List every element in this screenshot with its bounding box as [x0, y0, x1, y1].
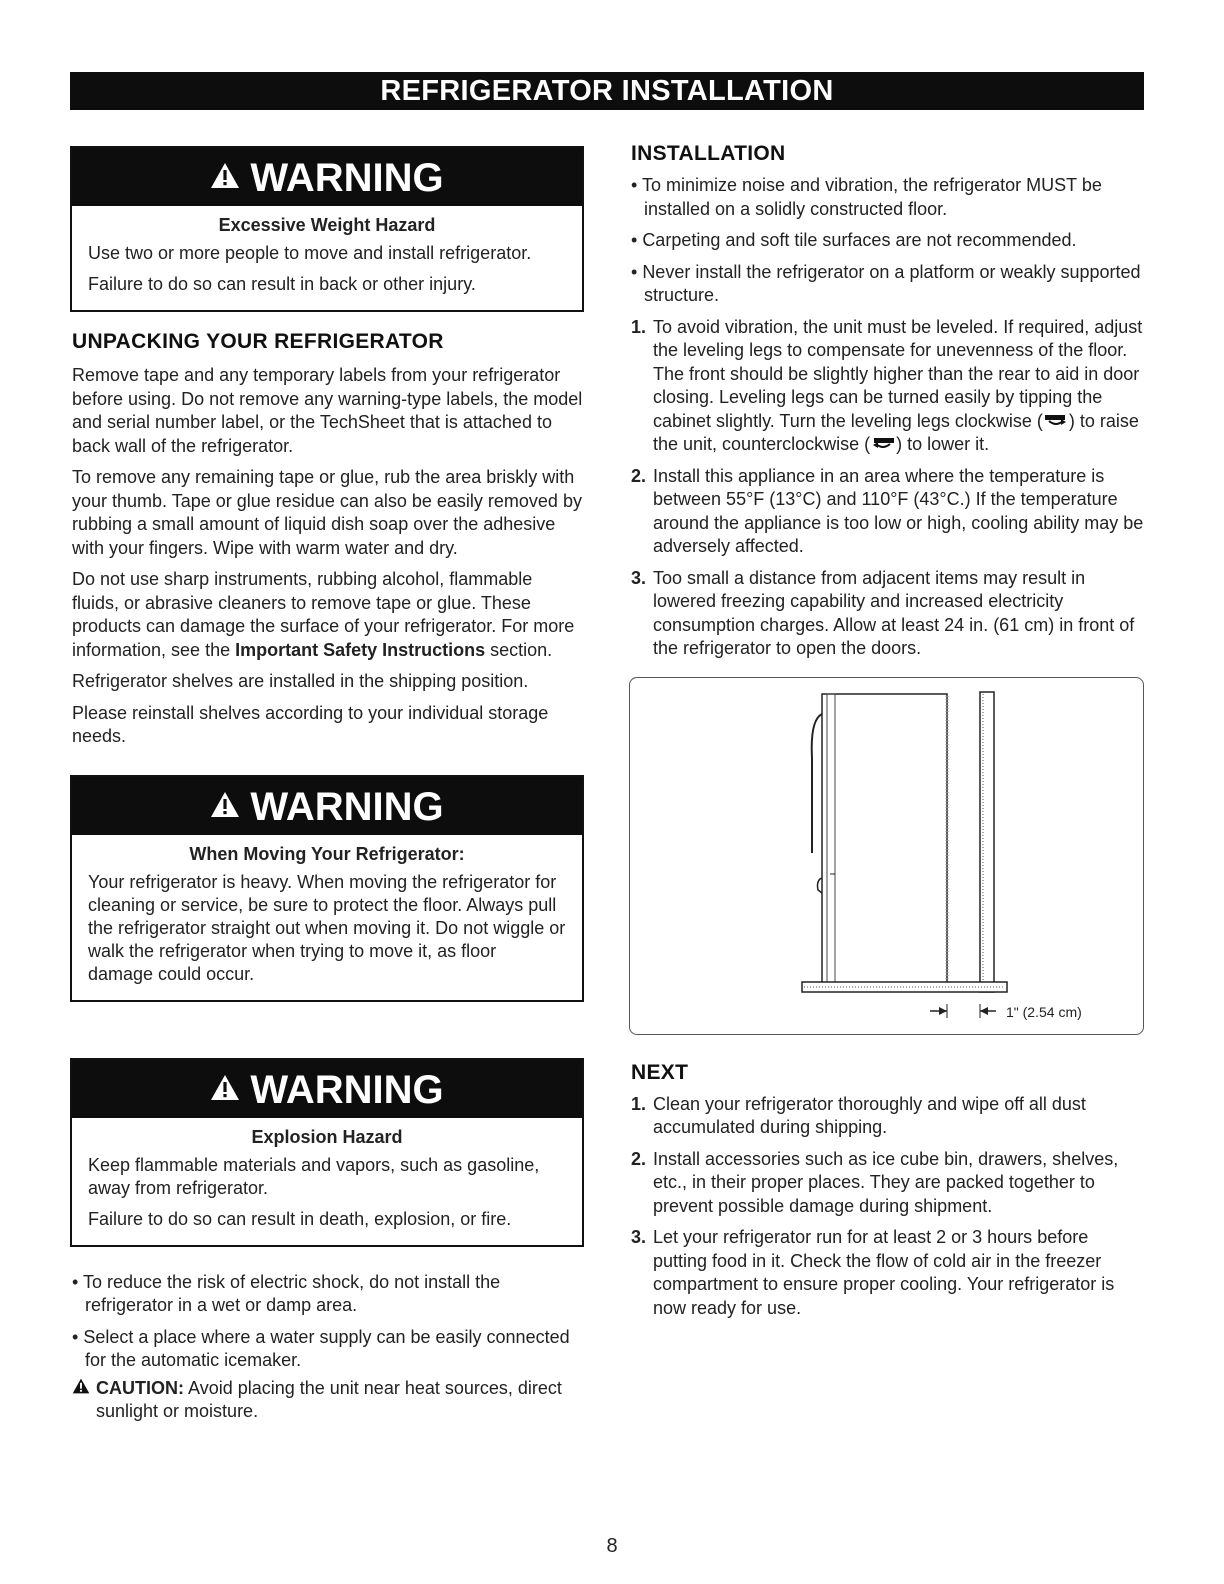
next-step: 1. Clean your refrigerator thoroughly and wipe off all dust accumulated during shipping. — [631, 1093, 1086, 1137]
caution-triangle-icon — [72, 1377, 96, 1401]
clearance-diagram — [629, 677, 1144, 1035]
refrigerator-side-illustration — [630, 678, 1143, 1034]
unpacking-paragraph: Do not use sharp instruments, rubbing alcohol, flammable fluids, or abrasive cleaners to remove tape or glue. These products can damage the surface of your refrigerator. For more information, see the Important Safety Instructions section. — [72, 569, 575, 660]
warning-word: WARNING — [250, 1067, 444, 1112]
warning-subtitle: Explosion Hazard — [251, 1126, 403, 1147]
clockwise-arrow-icon — [1043, 410, 1069, 434]
page-number: 8 — [606, 1535, 618, 1557]
next-step: 2. Install accessories such as ice cube bin, drawers, shelves, etc., in their proper places. They are packed together to prevent possible damage during shipment. — [631, 1148, 1119, 1216]
installation-step: 3. Too small a distance from adjacent items may result in lowered freezing capability and increased electricity consumption charges. Allow at least 24 in. (61 cm) in front of the refrigerator to open the doors. — [631, 567, 1135, 658]
counterclockwise-arrow-icon — [870, 433, 896, 457]
warning-header — [72, 1060, 582, 1118]
installation-heading: INSTALLATION — [631, 142, 786, 165]
safety-instructions-reference: Important Safety Instructions — [235, 639, 486, 660]
installation-step: 1. To avoid vibration, the unit must be leveled. If required, adjust the leveling legs to compensate for unevenness of the floor. The front should be slightly higher than the rear to aid in door closing. Leveling legs can be turned easily by tipping the cabinet slightly. Turn the leveling legs clockwise ( ) to raise the unit, counterclockwise ( ) to lower it. — [631, 316, 1144, 457]
warning-subtitle: When Moving Your Refrigerator: — [189, 843, 465, 864]
unpacking-heading: UNPACKING YOUR REFRIGERATOR — [72, 330, 444, 353]
right-column — [629, 142, 1144, 1328]
left-column — [70, 146, 584, 1432]
warning-word: WARNING — [250, 156, 444, 200]
unpacking-paragraph: To remove any remaining tape or glue, rub the area briskly with your thumb. Tape or glue residue can also be easily removed by rubbing a small amount of liquid dish soap over the adhesive with your fingers. Wipe with warm water and dry. — [72, 467, 582, 558]
warning-text: Failure to do so can result in death, explosion, or fire. — [88, 1208, 512, 1229]
warning-header — [72, 148, 582, 206]
page-banner: REFRIGERATOR INSTALLATION — [70, 72, 1144, 110]
warning-text: Use two or more people to move and install refrigerator. — [88, 243, 532, 263]
list-item: • To reduce the risk of electric shock, do not install the refrigerator in a wet or damp area. — [72, 1271, 501, 1315]
warning-text: Your refrigerator is heavy. When moving the refrigerator for cleaning or service, be sure to protect the floor. Always pull the refrigerator straight out when moving it. Do not wiggle or walk the refrigerator when trying to move it, as floor damage could occur. — [88, 871, 566, 984]
unpacking-paragraph: Remove tape and any temporary labels from your refrigerator before using. Do not remove any warning-type labels, the model and serial number label, or the TechSheet that is attached to back wall of the refrigerator. — [72, 365, 583, 456]
warning-box-moving — [70, 775, 584, 1002]
warning-triangle-icon — [210, 1058, 240, 1118]
warning-text: Failure to do so can result in back or other injury. — [88, 274, 476, 294]
installation-step: 2. Install this appliance in an area where the temperature is between 55°F (13°C) and 110°F (43°C.) If the temperature around the appliance is too low or high, cooling ability may be adversely affected. — [631, 465, 1144, 556]
warning-word: WARNING — [250, 784, 444, 829]
list-item: • Never install the refrigerator on a platform or weakly supported structure. — [631, 261, 1141, 305]
next-heading: NEXT — [631, 1060, 689, 1084]
list-item: • To minimize noise and vibration, the refrigerator MUST be installed on a solidly constructed floor. — [631, 175, 1102, 219]
warning-header — [72, 777, 582, 835]
unpacking-paragraph: Refrigerator shelves are installed in the shipping position. — [72, 671, 529, 691]
warning-text: Keep flammable materials and vapors, such as gasoline, away from refrigerator. — [88, 1154, 540, 1198]
unpacking-paragraph: Please reinstall shelves according to your individual storage needs. — [72, 702, 549, 746]
warning-box-weight — [70, 146, 584, 312]
list-item: • Carpeting and soft tile surfaces are not recommended. — [631, 230, 1077, 250]
warning-box-explosion — [70, 1058, 584, 1247]
warning-triangle-icon — [210, 775, 240, 835]
caution-note: CAUTION: Avoid placing the unit near heat sources, direct sunlight or moisture. — [72, 1377, 584, 1424]
warning-subtitle: Excessive Weight Hazard — [218, 215, 436, 235]
warning-triangle-icon — [210, 146, 240, 206]
next-step: 3. Let your refrigerator run for at least 2 or 3 hours before putting food in it. Check the flow of cold air in the freezer compartment to ensure proper cooling. Your refrigerator is now ready for use. — [631, 1227, 1115, 1318]
list-item: • Select a place where a water supply can be easily connected for the automatic icemaker. — [72, 1326, 570, 1370]
clearance-label: 1" (2.54 cm) — [1006, 1003, 1082, 1020]
